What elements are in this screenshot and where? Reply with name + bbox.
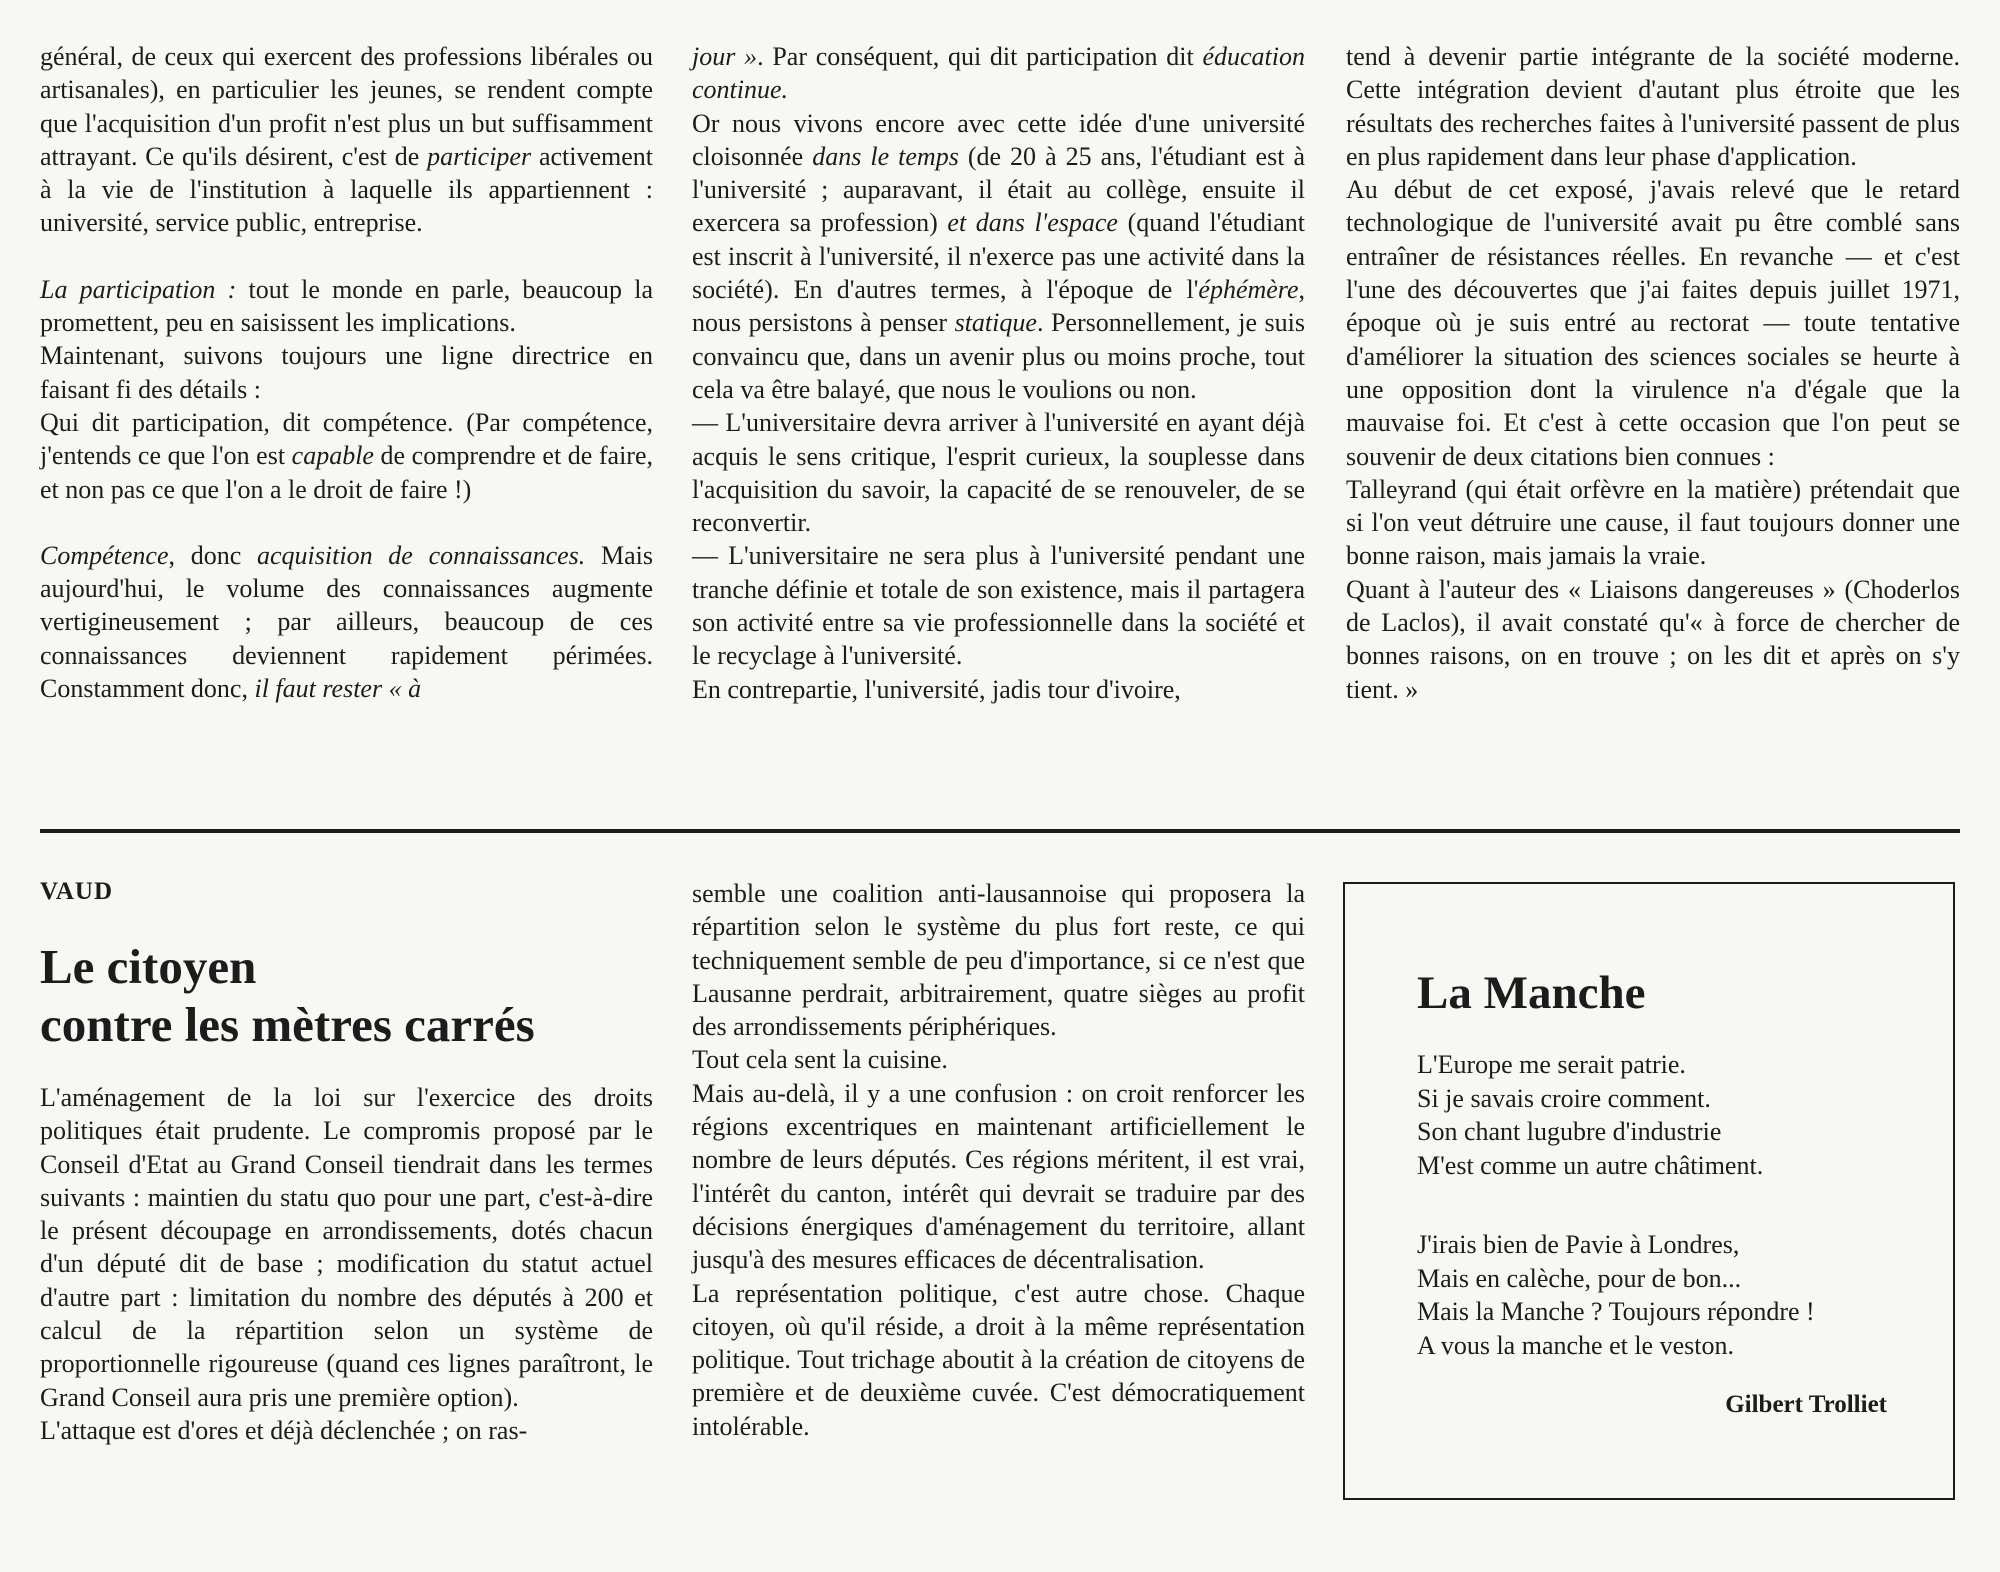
poem-line: Son chant lugubre d'industrie (1417, 1117, 1722, 1146)
poem-line: Mais en calèche, pour de bon... (1417, 1263, 1742, 1293)
headline-line-2: contre les mètres carrés (40, 997, 535, 1052)
poem-title: La Manche (1417, 967, 1646, 1019)
poem-line: M'est comme un autre châtiment. (1417, 1150, 1764, 1180)
paragraph: Compétence, donc acquisition de connaissances. Mais aujourd'hui, le volume des connaissances augmente vertigineusement ; par ailleurs, beaucoup de ces connaissances deviennent rapidement périmées. Constamment donc, il faut rester « à (40, 540, 653, 704)
poem-line: Si je savais croire comment. (1417, 1083, 1711, 1113)
paragraph-gap (40, 506, 653, 539)
poem-line: J'irais bien de Pavie à Londres, (1417, 1230, 1740, 1259)
poem-box (1343, 882, 1955, 1500)
paragraph: La participation : tout le monde en parle, beaucoup la promettent, peu en saisissent les implications. (40, 274, 653, 338)
article-column-4 (40, 1081, 653, 1447)
section-label: VAUD (40, 878, 113, 905)
paragraph: Quant à l'auteur des « Liaisons dangereuses » (Choderlos de Laclos), il avait constaté qu'« à force de chercher de bonnes raisons, on en trouve ; on les dit et après on s'y tient. » (1346, 574, 1960, 704)
paragraph: Mais au-delà, il y a une confusion : on croit renforcer les régions excentriques en maintenant artificiellement le nombre de leurs députés. Ces régions méritent, il est vrai, l'intérêt du canton, intérêt qui devrait se traduire par des décisions énergiques d'aménagement du territoire, allant jusqu'à des mesures efficaces de décentralisation. (692, 1078, 1305, 1275)
article-column-1 (40, 40, 653, 705)
paragraph-gap (40, 240, 653, 273)
article-column-2 (692, 40, 1305, 706)
poem-stanza-2 (1417, 1228, 1815, 1362)
paragraph: général, de ceux qui exercent des professions libérales ou artisanales), en particulier les jeunes, se rendent compte que l'acquisition d'un profit n'est plus un but suffisamment attrayant. Ce qu'ils désirent, c'est de participer activement à la vie de l'institution à laquelle ils appartiennent : université, service public, entreprise. (40, 42, 653, 238)
paragraph: — L'universitaire devra arriver à l'université en ayant déjà acquis le sens critique, l'esprit curieux, la souplesse dans l'acquisition du savoir, la capacité de se renouveler, de se reconvertir. (692, 408, 1305, 538)
poem-line: A vous la manche et le veston. (1417, 1330, 1734, 1360)
paragraph: jour ». Par conséquent, qui dit participation dit éducation continue. (692, 42, 1305, 105)
poem-line: L'Europe me serait patrie. (1417, 1050, 1686, 1079)
paragraph: En contrepartie, l'université, jadis tour d'ivoire, (692, 674, 1181, 704)
paragraph: — L'universitaire ne sera plus à l'université pendant une tranche définie et totale de son existence, mais il partagera son activité entre sa vie professionnelle dans la société et le recyclage à l'université. (692, 541, 1305, 671)
paragraph: La représentation politique, c'est autre chose. Chaque citoyen, où qu'il réside, a droit à la même représentation politique. Tout trichage aboutit à la création de citoyens de première et de deuxième cuvée. C'est démocratiquement intolérable. (692, 1278, 1305, 1441)
headline-line-1: Le citoyen (40, 939, 257, 994)
paragraph: L'attaque est d'ores et déjà déclenchée ; on ras- (40, 1415, 528, 1445)
poem-stanza-1 (1417, 1048, 1763, 1182)
poem-line: Mais la Manche ? Toujours répondre ! (1417, 1297, 1815, 1326)
article-headline (40, 938, 680, 1054)
article-column-3 (1346, 40, 1960, 706)
article-column-5 (692, 877, 1305, 1443)
paragraph: Talleyrand (qui était orfèvre en la matière) prétendait que si l'on veut détruire une cause, il faut toujours donner une bonne raison, mais jamais la vraie. (1346, 474, 1960, 571)
paragraph: Au début de cet exposé, j'avais relevé que le retard technologique de l'université avait pu être comblé sans entraîner de résistances réelles. En revanche — et c'est l'une des découvertes que j'ai faites depuis juillet 1971, époque où je suis entré au rectorat — toute tentative d'améliorer la situation des sciences sociales se heurte à une opposition dont la virulence n'a d'égale que la mauvaise foi. Et c'est à cette occasion que l'on peut se souvenir de deux citations bien connues : (1346, 175, 1960, 471)
paragraph: Tout cela sent la cuisine. (692, 1045, 948, 1075)
section-divider-rule (40, 829, 1960, 833)
paragraph: semble une coalition anti-lausannoise qui proposera la répartition selon le système du plus fort reste, ce qui techniquement semble de peu d'importance, si ce n'est que Lausanne perdrait, arbitrairement, quatre sièges au profit des arrondissements périphériques. (692, 879, 1305, 1042)
paragraph: tend à devenir partie intégrante de la société moderne. Cette intégration devient d'autant plus étroite que les résultats des recherches faites à l'université passent de plus en plus rapidement dans leur phase d'application. (1346, 42, 1960, 171)
poem-author: Gilbert Trolliet (1725, 1391, 1887, 1418)
paragraph: L'aménagement de la loi sur l'exercice des droits politiques était prudente. Le compromis proposé par le Conseil d'Etat au Grand Conseil tiendrait dans les termes suivants : maintien du statu quo pour une part, c'est-à-dire le présent découpage en arrondissements, dotés chacun d'un député dit de base ; modification du statut actuel d'autre part : limitation du nombre des députés à 200 et calcul de la répartition selon un système de proportionnelle rigoureuse (quand ces lignes paraîtront, le Grand Conseil aura pris une première option). (40, 1083, 653, 1412)
paragraph: Or nous vivons encore avec cette idée d'une université cloisonnée dans le temps (de 20 à 25 ans, l'étudiant est à l'université ; auparavant, il était au collège, ensuite il exercera sa profession) et dans l'espace (quand l'étudiant est inscrit à l'université, il n'exerce pas une activité dans la société). En d'autres termes, à l'époque de l'éphémère, nous persistons à penser statique. Personnellement, je suis convaincu que, dans un avenir plus ou moins proche, tout cela va être balayé, que nous le voulions ou non. (692, 108, 1306, 404)
paragraph: Qui dit participation, dit compétence. (Par compétence, j'entends ce que l'on est capable de comprendre et de faire, et non pas ce que l'on a le droit de faire !) (40, 407, 653, 504)
paragraph: Maintenant, suivons toujours une ligne directrice en faisant fi des détails : (40, 341, 653, 404)
